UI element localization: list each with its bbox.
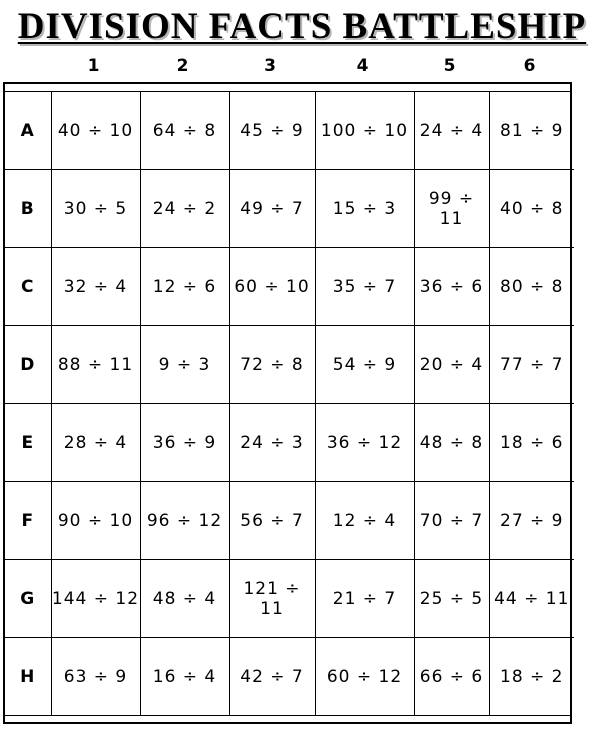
row-label: G — [5, 560, 51, 638]
problem-cell: 12 ÷ 4 — [315, 482, 414, 560]
problem-cell: 80 ÷ 8 — [489, 248, 574, 326]
battleship-grid — [3, 82, 572, 724]
problem-cell: 81 ÷ 9 — [489, 92, 574, 170]
problem-cell: 60 ÷ 10 — [229, 248, 315, 326]
row-label: C — [5, 248, 51, 326]
problem-cell: 121 ÷ 11 — [229, 560, 315, 638]
problem-cell: 18 ÷ 2 — [489, 638, 574, 716]
problem-cell: 36 ÷ 12 — [315, 404, 414, 482]
problem-cell: 45 ÷ 9 — [229, 92, 315, 170]
problem-cell: 48 ÷ 4 — [140, 560, 229, 638]
problem-cell: 77 ÷ 7 — [489, 326, 574, 404]
problem-cell: 36 ÷ 9 — [140, 404, 229, 482]
problem-cell: 36 ÷ 6 — [414, 248, 489, 326]
problem-cell: 40 ÷ 8 — [489, 170, 574, 248]
row-label: D — [5, 326, 51, 404]
table-row — [5, 92, 574, 170]
column-header-4: 4 — [356, 56, 369, 76]
column-header-spacer — [3, 54, 49, 78]
table-row — [5, 248, 574, 326]
column-header-1: 1 — [87, 56, 100, 76]
problem-cell: 70 ÷ 7 — [414, 482, 489, 560]
problem-cell: 24 ÷ 2 — [140, 170, 229, 248]
grid-top-strip — [5, 84, 570, 92]
problem-cell: 27 ÷ 9 — [489, 482, 574, 560]
grid-bottom-strip — [5, 715, 570, 722]
problem-cell: 18 ÷ 6 — [489, 404, 574, 482]
column-header-2: 2 — [176, 56, 189, 76]
problem-cell: 99 ÷ 11 — [414, 170, 489, 248]
column-header-3: 3 — [264, 56, 276, 76]
problem-cell: 63 ÷ 9 — [51, 638, 140, 716]
problem-cell: 88 ÷ 11 — [51, 326, 140, 404]
problem-cell: 72 ÷ 8 — [229, 326, 315, 404]
worksheet-title: DIVISION FACTS BATTLESHIP — [17, 6, 587, 47]
problem-cell: 35 ÷ 7 — [315, 248, 414, 326]
table-row — [5, 482, 574, 560]
problem-cell: 40 ÷ 10 — [51, 92, 140, 170]
problem-cell: 54 ÷ 9 — [315, 326, 414, 404]
problem-cell: 24 ÷ 4 — [414, 92, 489, 170]
table-row — [5, 404, 574, 482]
problem-cell: 48 ÷ 8 — [414, 404, 489, 482]
problem-cell: 21 ÷ 7 — [315, 560, 414, 638]
row-label: F — [5, 482, 51, 560]
row-label: E — [5, 404, 51, 482]
column-header-5: 5 — [443, 56, 456, 76]
problem-cell: 25 ÷ 5 — [414, 560, 489, 638]
problem-cell: 144 ÷ 12 — [51, 560, 140, 638]
problem-cell: 60 ÷ 12 — [315, 638, 414, 716]
problem-cell: 16 ÷ 4 — [140, 638, 229, 716]
problem-cell: 28 ÷ 4 — [51, 404, 140, 482]
table-row — [5, 560, 574, 638]
problem-cell: 66 ÷ 6 — [414, 638, 489, 716]
problem-cell: 15 ÷ 3 — [315, 170, 414, 248]
row-label: A — [5, 92, 51, 170]
problem-cell: 32 ÷ 4 — [51, 248, 140, 326]
row-label: B — [5, 170, 51, 248]
problem-cell: 96 ÷ 12 — [140, 482, 229, 560]
problem-cell: 30 ÷ 5 — [51, 170, 140, 248]
problem-cell: 24 ÷ 3 — [229, 404, 315, 482]
problem-cell: 42 ÷ 7 — [229, 638, 315, 716]
problem-cell: 56 ÷ 7 — [229, 482, 315, 560]
problem-cell: 64 ÷ 8 — [140, 92, 229, 170]
problems-table-body — [5, 92, 574, 715]
problem-cell: 12 ÷ 6 — [140, 248, 229, 326]
problem-cell: 20 ÷ 4 — [414, 326, 489, 404]
column-header-6: 6 — [523, 56, 536, 76]
problems-table — [5, 92, 574, 715]
problem-cell: 44 ÷ 11 — [489, 560, 574, 638]
row-label: H — [5, 638, 51, 716]
problem-cell: 100 ÷ 10 — [315, 92, 414, 170]
table-row — [5, 170, 574, 248]
table-row — [5, 326, 574, 404]
problem-cell: 49 ÷ 7 — [229, 170, 315, 248]
problem-cell: 9 ÷ 3 — [140, 326, 229, 404]
problem-cell: 90 ÷ 10 — [51, 482, 140, 560]
table-row — [5, 638, 574, 716]
column-headers-row — [3, 54, 572, 78]
